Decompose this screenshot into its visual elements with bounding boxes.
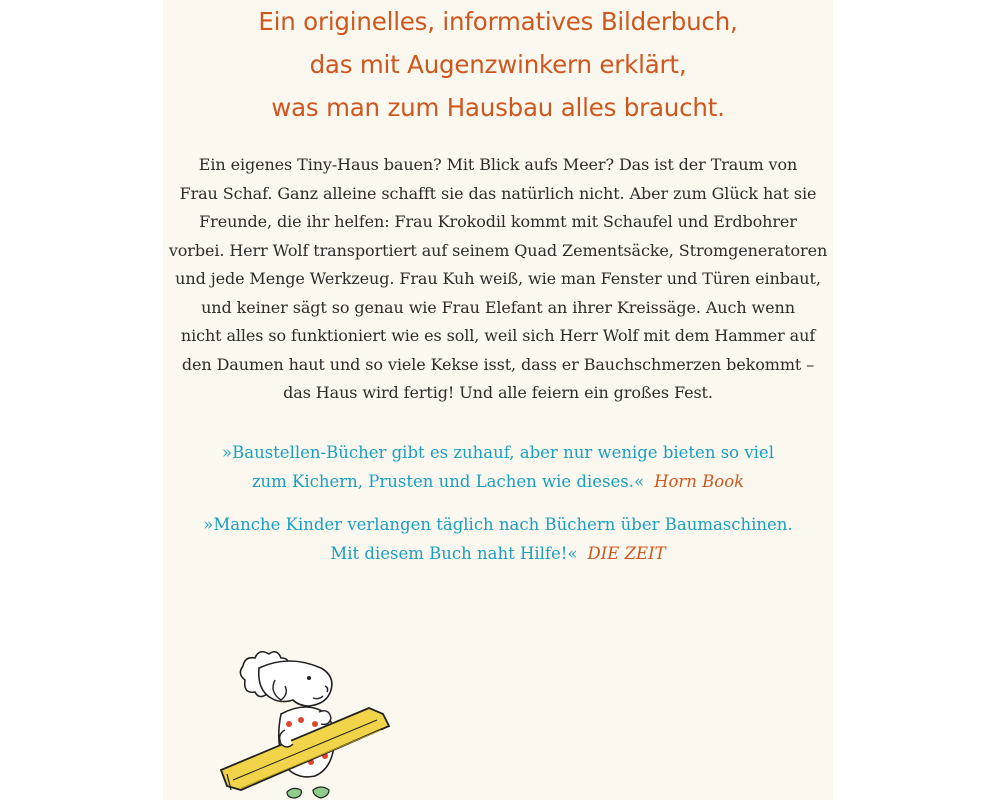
- headline: [163, 0, 833, 129]
- headline-line-1: Ein originelles, informatives Bilderbuch,: [258, 7, 738, 36]
- headline-line-2: das mit Augenzwinkern erklärt,: [309, 50, 687, 79]
- description-text: [163, 151, 833, 408]
- quote-source: Horn Book: [654, 472, 745, 491]
- description-line: das Haus wird fertig! Und alle feiern ein großes Fest.: [283, 383, 713, 402]
- sheep-carrying-plank-icon: [215, 650, 405, 800]
- description-line: Ein eigenes Tiny-Haus bauen? Mit Blick aufs Meer? Das ist der Traum von: [198, 155, 798, 174]
- book-back-cover: [163, 0, 833, 800]
- description-line: Freunde, die ihr helfen: Frau Krokodil kommt mit Schaufel und Erdbohrer: [199, 212, 797, 231]
- quote-source: DIE ZEIT: [587, 544, 666, 563]
- quote-line-text: zum Kichern, Prusten und Lachen wie dieses.«: [251, 472, 645, 491]
- quote-line: [163, 539, 833, 568]
- quote-line: [163, 467, 833, 496]
- description-line: und jede Menge Werkzeug. Frau Kuh weiß, wie man Fenster und Türen einbaut,: [175, 269, 821, 288]
- description-line: vorbei. Herr Wolf transportiert auf seinem Quad Zementsäcke, Stromgeneratoren: [168, 240, 828, 260]
- quote-line: »Baustellen-Bücher gibt es zuhauf, aber nur wenige bieten so viel: [222, 443, 774, 462]
- headline-line-3: was man zum Hausbau alles braucht.: [271, 93, 725, 122]
- review-quote-horn-book: [163, 438, 833, 496]
- quote-line: »Manche Kinder verlangen täglich nach Büchern über Baumaschinen.: [203, 515, 793, 534]
- quote-line-text: Mit diesem Buch naht Hilfe!«: [330, 544, 578, 563]
- description-line: Frau Schaf. Ganz alleine schafft sie das natürlich nicht. Aber zum Glück hat sie: [179, 183, 817, 203]
- review-quote-die-zeit: [163, 510, 833, 568]
- description-line: den Daumen haut und so viele Kekse isst, dass er Bauchschmerzen bekommt –: [181, 354, 815, 374]
- description-line: nicht alles so funktioniert wie es soll, weil sich Herr Wolf mit dem Hammer auf: [180, 326, 816, 345]
- description-line: und keiner sägt so genau wie Frau Elefant an ihrer Kreissäge. Auch wenn: [201, 297, 795, 317]
